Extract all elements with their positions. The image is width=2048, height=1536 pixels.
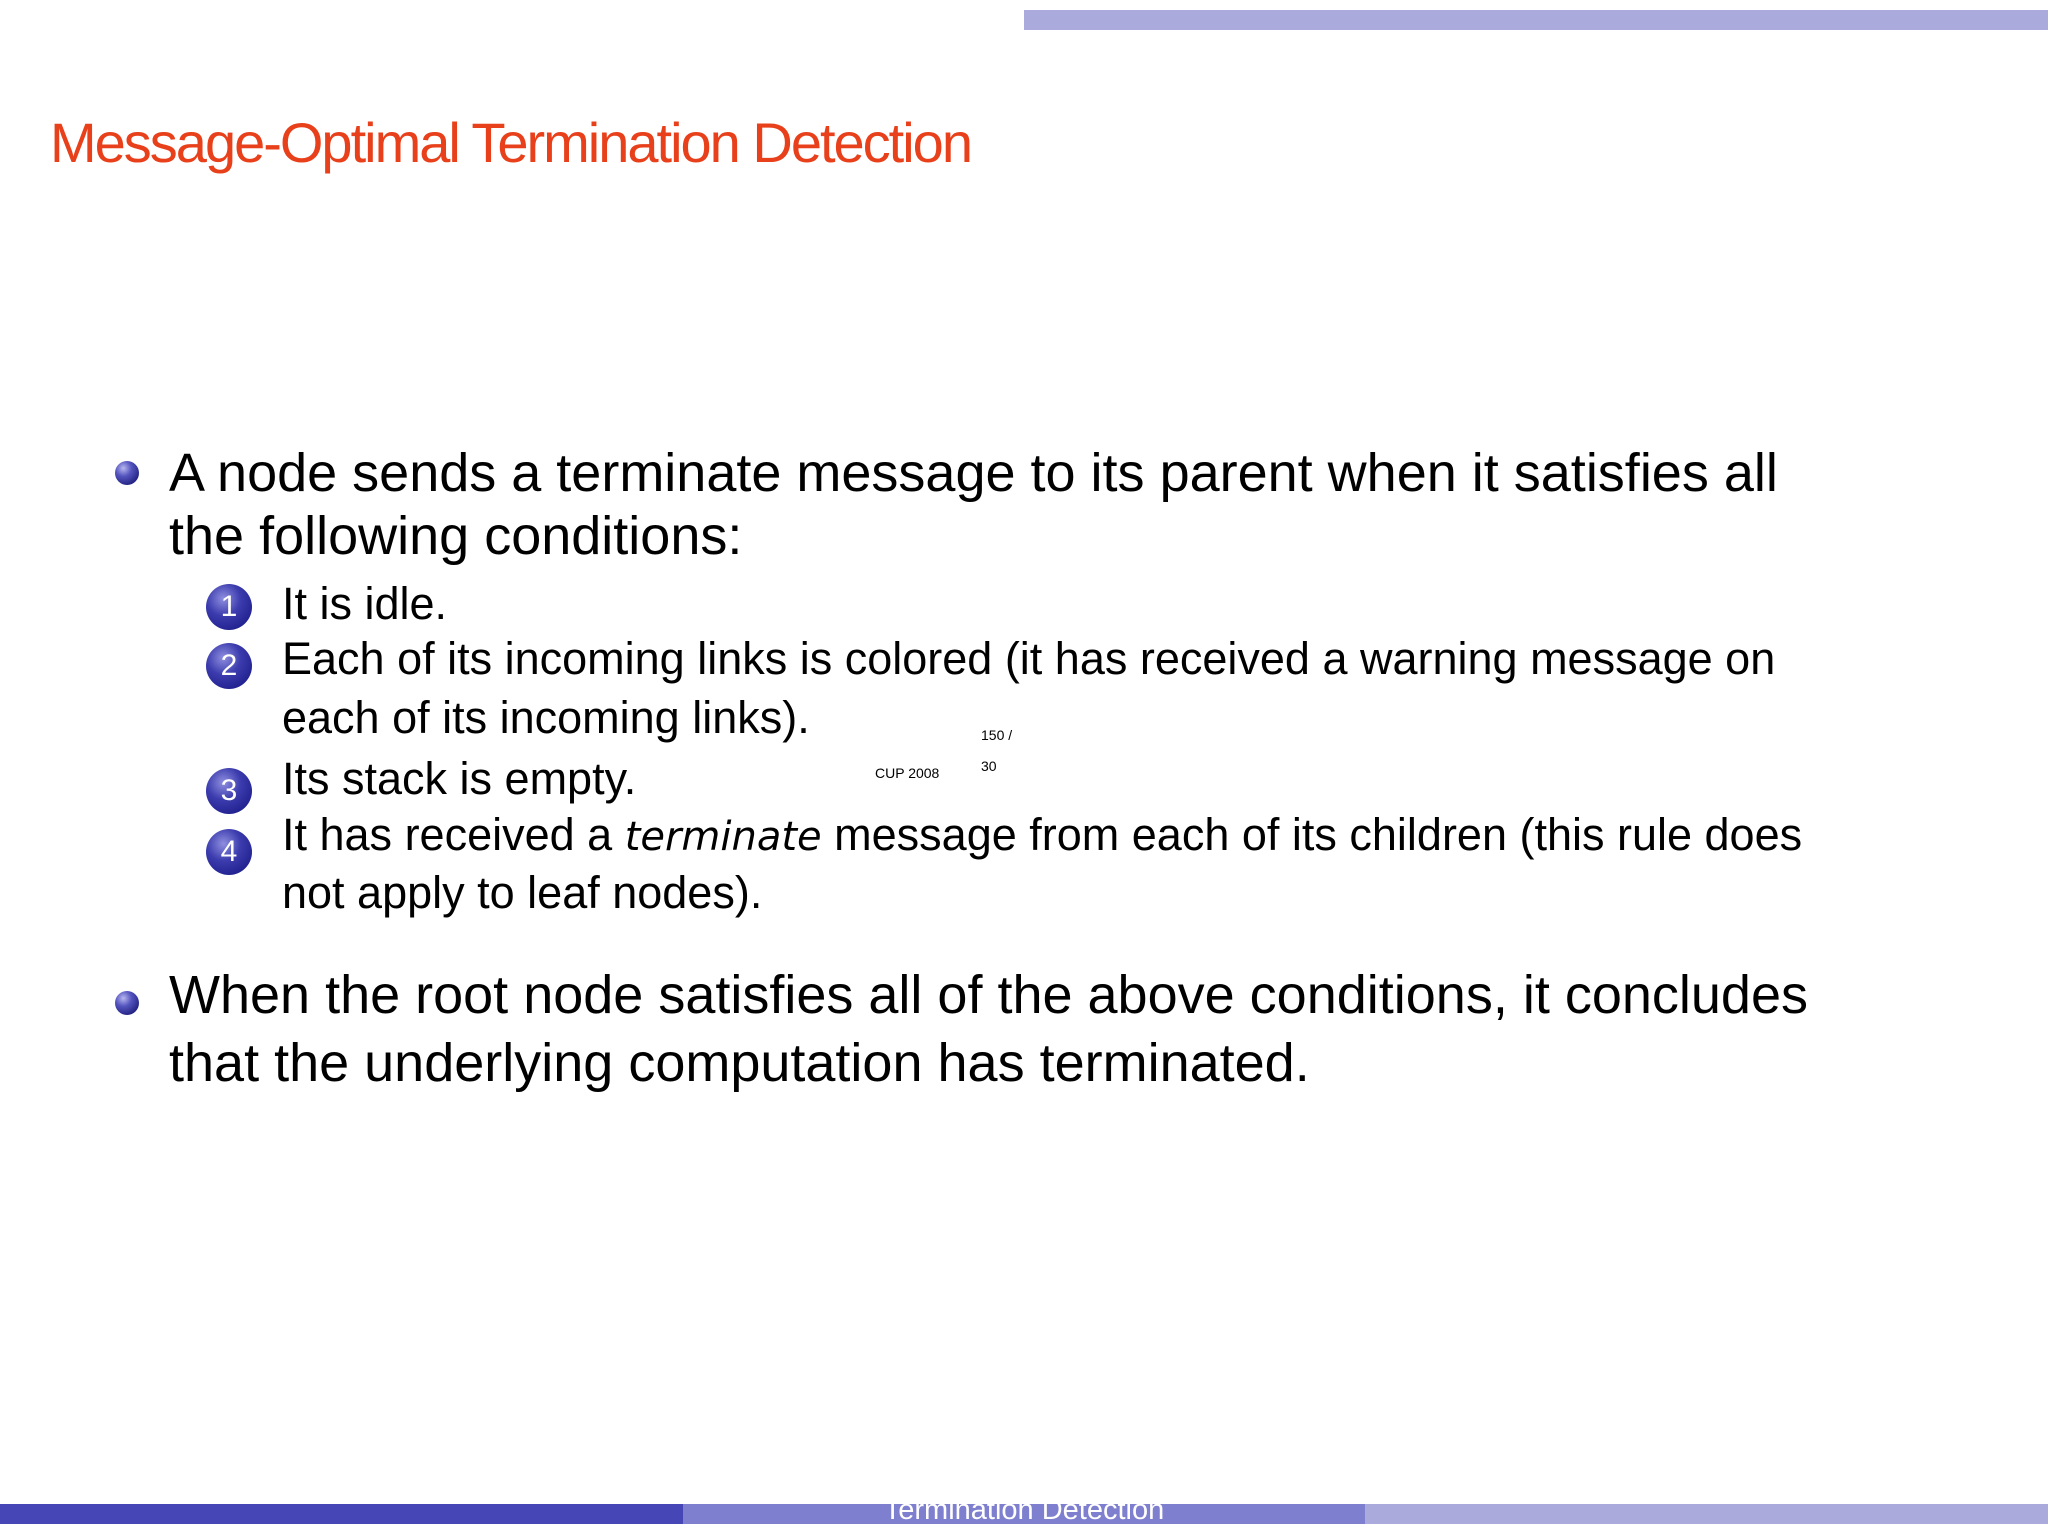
bullet-2-line-1: When the root node satisfies all of the above conditions, it concludes [169, 965, 1808, 1025]
top-accent-bar [1024, 10, 2048, 30]
condition-4-italic-word: terminate [624, 814, 822, 860]
slide-title: Message-Optimal Termination Detection [50, 111, 971, 174]
number-2-icon: 2 [206, 643, 252, 689]
condition-2-line-2: each of its incoming links). [282, 692, 810, 743]
footer-bar-right [1365, 1504, 2048, 1524]
number-1-icon: 1 [206, 584, 252, 630]
number-3-icon: 3 [206, 768, 252, 814]
condition-4-line-2: not apply to leaf nodes). [282, 867, 763, 918]
page-number-total: 30 [981, 758, 997, 774]
condition-2-line-1: Each of its incoming links is colored (it has received a warning message on [282, 633, 1776, 684]
publisher-label: CUP 2008 [875, 765, 940, 781]
bullet-2-line-2: that the underlying computation has terminated. [169, 1033, 1310, 1093]
bullet-1-line-1: A node sends a terminate message to its parent when it satisfies all [169, 443, 1778, 503]
condition-4-text-before: It has received a [282, 809, 625, 860]
bullet-ball-icon [115, 991, 139, 1015]
number-4-icon: 4 [206, 829, 252, 875]
footer-section-label: Termination Detection [883, 1494, 1165, 1526]
condition-4-text-after: message from each of its children (this rule does [821, 809, 1803, 860]
condition-4-line-1 [282, 806, 1802, 866]
page-number-current: 150 / [981, 727, 1013, 743]
bullet-ball-icon [115, 461, 139, 485]
condition-1-line-1: It is idle. [282, 578, 448, 629]
bullet-1-line-2: the following conditions: [169, 506, 743, 566]
footer-bar-left [0, 1504, 683, 1524]
condition-3-line-1: Its stack is empty. [282, 753, 637, 804]
